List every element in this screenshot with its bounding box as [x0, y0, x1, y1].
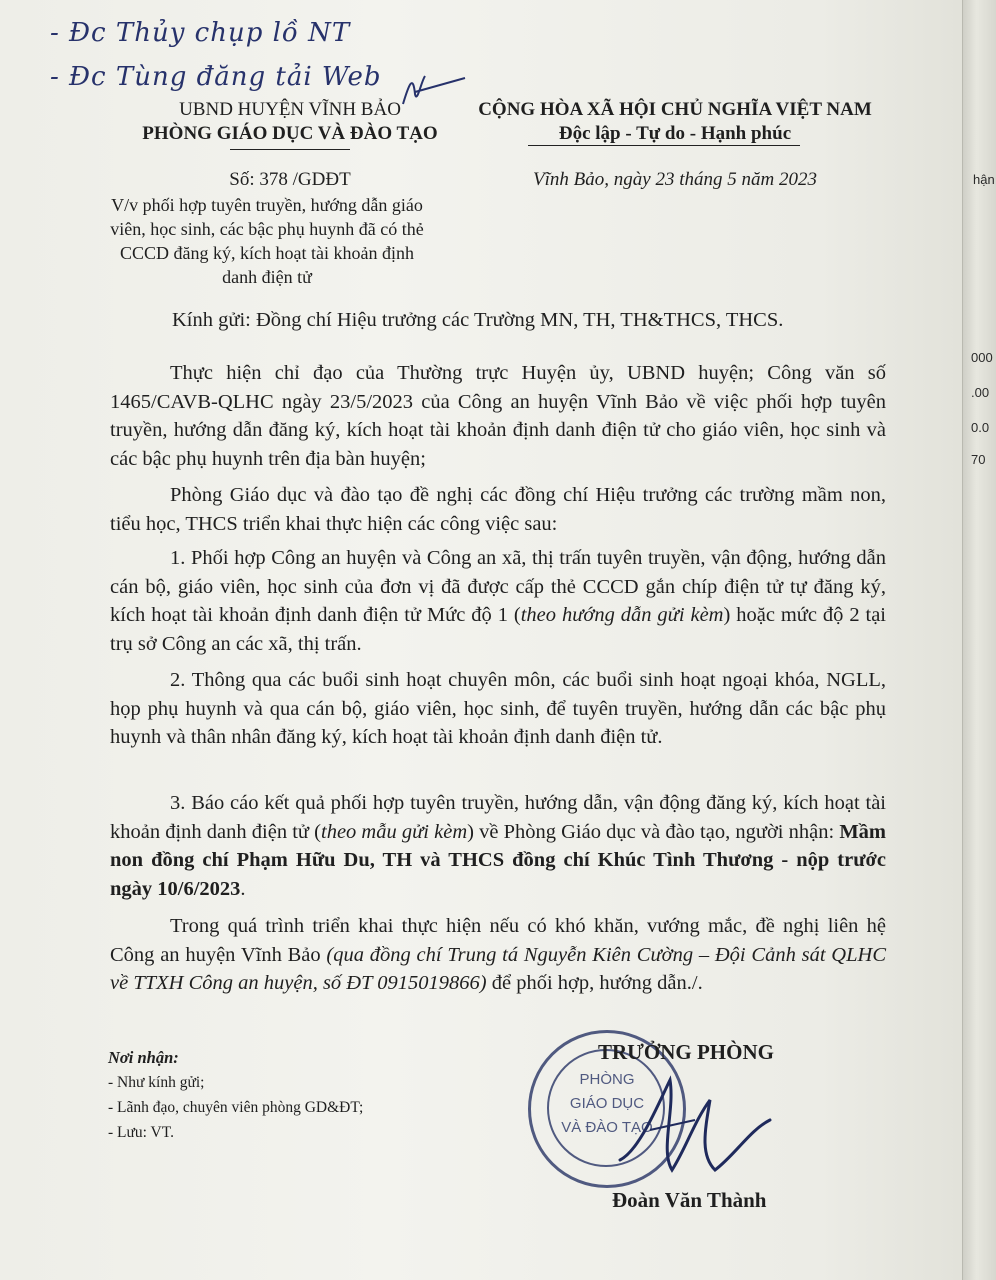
- handwritten-signature: [600, 1060, 780, 1190]
- document-number: Số: 378 /GDĐT: [229, 169, 351, 190]
- recipient-item: - Lãnh đạo, chuyên viên phòng GD&ĐT;: [108, 1099, 364, 1116]
- department-name: PHÒNG GIÁO DỤC VÀ ĐÀO TẠO: [142, 123, 438, 144]
- recipients-title: Nơi nhận:: [108, 1048, 179, 1067]
- edge-text: .00: [971, 385, 990, 400]
- stamp-text: PHÒNG: [579, 1071, 635, 1088]
- task-item-1: 1. Phối hợp Công an huyện và Công an xã, thị trấn tuyên truyền, vận động, hướng dẫn cán bộ, giáo viên, học sinh của đơn vị đã được cấp thẻ CCCD gắn chíp điện tử tự đăng ký, kích hoạt tài khoản định danh điện tử Mức độ 1 (theo hướng dẫn gửi kèm) hoặc mức độ 2 tại trụ sở Công an các xã, thị trấn.: [110, 547, 886, 655]
- edge-text: 000: [971, 350, 993, 365]
- recipient-item: - Như kính gửi;: [108, 1074, 205, 1091]
- handwritten-note-2: - Đc Tùng đăng tải Web: [50, 62, 382, 92]
- country-name: CỘNG HÒA XÃ HỘI CHỦ NGHĨA VIỆT NAM: [478, 99, 872, 120]
- stamp-text: GIÁO DỤC: [569, 1095, 645, 1112]
- task-item-3: 3. Báo cáo kết quả phối hợp tuyên truyền, hướng dẫn, vận động đăng ký, kích hoạt tài khoản định danh điện tử (theo mẫu gửi kèm) về Phòng Giáo dục và đào tạo, người nhận: Mầm non đồng chí Phạm Hữu Du, TH và THCS đồng chí Khúc Tình Thương - nộp trước ngày 10/6/2023.: [110, 792, 886, 900]
- handwritten-note-1: - Đc Thủy chụp lồ NT: [50, 18, 351, 48]
- greeting: Kính gửi: Đồng chí Hiệu trưởng các Trường MN, TH, TH&THCS, THCS.: [172, 309, 784, 331]
- recipient-item: - Lưu: VT.: [108, 1124, 174, 1141]
- paragraph-request: Phòng Giáo dục và đào tạo đề nghị các đồng chí Hiệu trưởng các trường mầm non, tiểu học, THCS triển khai thực hiện các công việc sau:: [110, 484, 886, 535]
- edge-text: 0.0: [971, 420, 990, 435]
- divider: [230, 149, 350, 150]
- agency-name: UBND HUYỆN VĨNH BẢO: [179, 99, 401, 120]
- document-date: Vĩnh Bảo, ngày 23 tháng 5 năm 2023: [533, 169, 817, 190]
- paragraph-intro: Thực hiện chỉ đạo của Thường trực Huyện ủy, UBND huyện; Công văn số 1465/CAVB-QLHC ngày 23/5/2023 của Công an huyện Vĩnh Bảo về việc phối hợp tuyên truyền, hướng dẫn đăng ký, kích hoạt tài khoản định danh điện tử cho giáo viên, học sinh và các bậc phụ huynh trên địa bàn huyện;: [110, 362, 886, 470]
- divider: [528, 145, 800, 146]
- recipients-block: [108, 1045, 363, 1145]
- edge-text: hận: [973, 172, 995, 187]
- paragraph-contact: Trong quá trình triển khai thực hiện nếu có khó khăn, vướng mắc, đề nghị liên hệ Công an huyện Vĩnh Bảo (qua đồng chí Trung tá Nguyễn Kiên Cường – Đội Cảnh sát QLHC về TTXH Công an huyện, số ĐT 0915019866) để phối hợp, hướng dẫn./.: [110, 915, 886, 994]
- edge-text: 70: [971, 452, 986, 467]
- signature-title: TRƯỞNG PHÒNG: [598, 1040, 774, 1064]
- national-motto: Độc lập - Tự do - Hạnh phúc: [558, 123, 792, 144]
- adjacent-page-edge: [962, 0, 996, 1280]
- signer-name: Đoàn Văn Thành: [612, 1188, 767, 1212]
- document-subject: V/v phối hợp tuyên truyền, hướng dẫn giáo viên, học sinh, các bậc phụ huynh đã có thẻ CCCD đăng ký, kích hoạt tài khoản định danh điện tử: [110, 195, 424, 287]
- task-item-2: 2. Thông qua các buổi sinh hoạt chuyên môn, các buổi sinh hoạt ngoại khóa, NGLL, họp phụ huynh và qua cán bộ, giáo viên, học sinh, để tuyên truyền, hướng dẫn các bậc phụ huynh và thân nhân đăng ký, kích hoạt tài khoản định danh điện tử.: [110, 669, 886, 748]
- stamp-text: VÀ ĐÀO TẠO: [561, 1119, 653, 1136]
